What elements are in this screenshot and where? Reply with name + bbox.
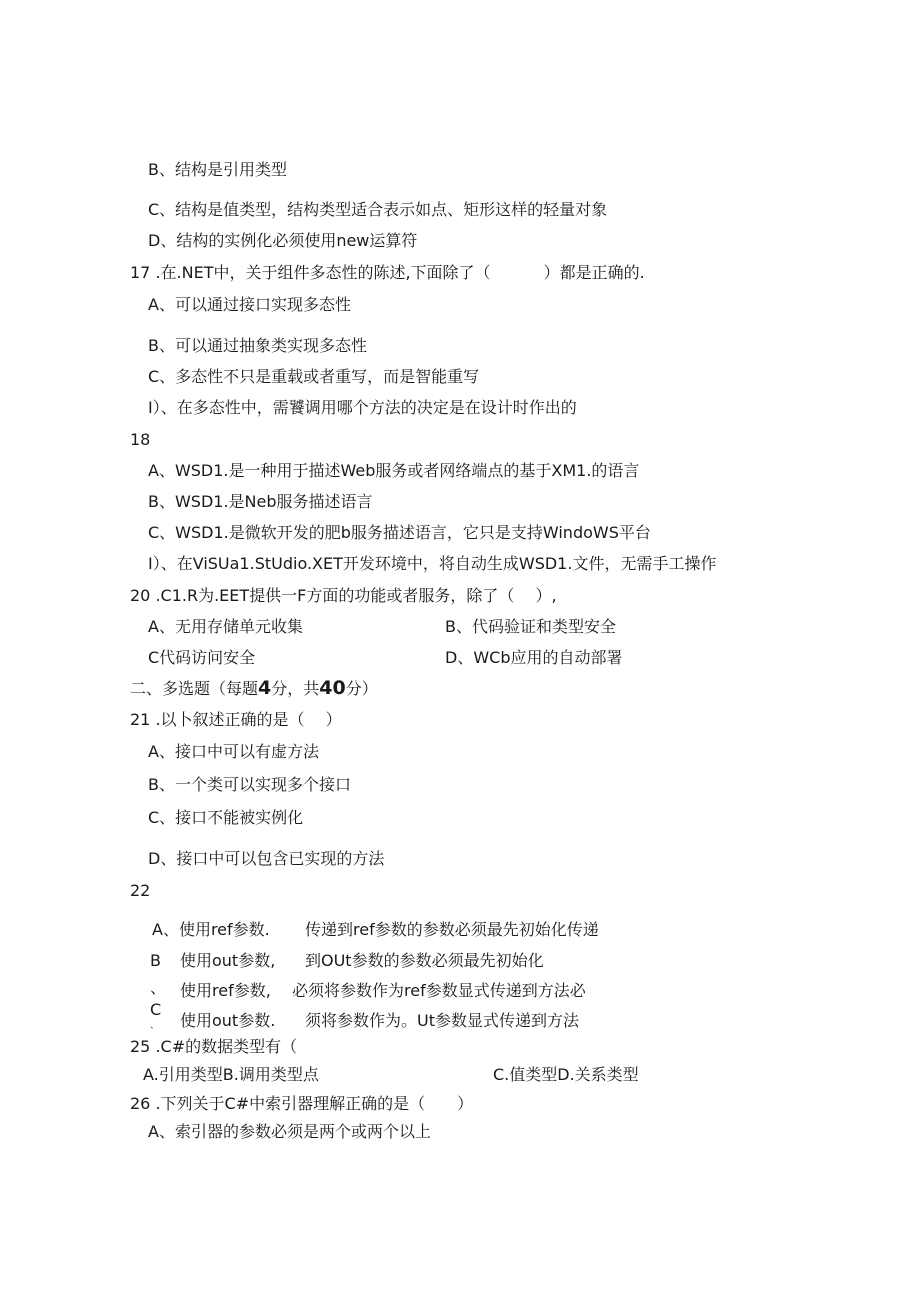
question-21: 21 .以卜叙述正确的是（ ） [130, 710, 342, 729]
q21-option-c: C、接口不能被实例化 [148, 808, 304, 827]
q20-option-a: A、无用存储单元收集 [148, 617, 303, 636]
q22-option-b-text: 到OUt参数的参数必须最先初始化 [305, 951, 544, 970]
q17-option-d: I）、在多态性中，需饕调用哪个方法的决定是在设计时作出的 [148, 398, 577, 417]
q18-option-b: B、WSD1.是Neb服务描述语言 [148, 492, 373, 511]
section-points-each: 4 [258, 677, 272, 699]
q20-option-b: B、代码验证和类型安全 [445, 617, 616, 636]
question-26: 26 .下列关于C#中索引器理解正确的是（ ） [130, 1094, 474, 1113]
q22-option-c-label: 使用ref参数, [180, 981, 271, 1000]
q22-option-c-text: 必须将参数作为ref参数显式传递到方法必 [292, 981, 586, 1000]
q25-options-cd: C.值类型D.关系类型 [493, 1065, 639, 1084]
q18-option-a: A、WSD1.是一种用于描述Web服务或者网络端点的基于XM1.的语言 [148, 461, 640, 480]
q21-option-d: D、接口中可以包含已实现的方法 [148, 849, 385, 868]
section-heading-part1: 二、多选题（每题 [130, 679, 259, 698]
question-18: 18 [130, 430, 151, 449]
option-c-struct-value: C、结构是值类型，结构类型适合表示如点、矩形这样的轻量对象 [148, 200, 608, 219]
section-heading-part3: 分） [345, 679, 378, 698]
question-17: 17 .在.NET中，关于组件多态性的陈述,下面除了（ ）都是正确的. [130, 263, 645, 282]
q22-option-d-separator: 、 [150, 1021, 160, 1031]
q17-option-c: C、多态性不只是重载或者重写，而是智能重写 [148, 367, 480, 386]
option-d-struct-new: D、结构的实例化必须使用new运算符 [148, 231, 418, 250]
question-22: 22 [130, 881, 151, 900]
q22-option-a-text: 传递到ref参数的参数必须最先初始化传递 [305, 920, 599, 939]
section-heading-multiple-choice [130, 678, 378, 699]
q17-option-b: B、可以通过抽象类实现多态性 [148, 336, 367, 355]
q25-options-ab: A.引用类型B.调用类型点 [143, 1065, 319, 1084]
q20-option-c: C代码访问安全 [148, 648, 256, 667]
q22-option-b-label: 使用out参数, [180, 951, 276, 970]
section-heading-part2: 分，共 [271, 679, 320, 698]
q22-option-c-letter: C [150, 1000, 162, 1019]
q22-option-b-letter: B [150, 951, 161, 970]
q22-option-d-label: 使用out参数. [180, 1011, 276, 1030]
q18-option-c: C、WSD1.是微软开发的肥b服务描述语言，它只是支持WindoWS平台 [148, 523, 651, 542]
q21-option-b: B、一个类可以实现多个接口 [148, 775, 351, 794]
q22-option-c-separator: 、 [150, 978, 167, 997]
question-25: 25 .C#的数据类型有（ [130, 1037, 298, 1056]
question-20: 20 .C1.R为.EET提供一F方面的功能或者服务，除了（ ）, [130, 586, 557, 605]
q21-option-a: A、接口中可以有虚方法 [148, 742, 319, 761]
q18-option-d: I）、在ViSUa1.StUdio.XET开发环境中，将自动生成WSD1.文件，无需手工操作 [148, 554, 717, 573]
q17-option-a: A、可以通过接口实现多态性 [148, 295, 351, 314]
q20-option-d: D、WCb应用的自动部署 [445, 648, 623, 667]
q22-option-d-text: 须将参数作为。Ut参数显式传递到方法 [305, 1011, 579, 1030]
option-b-struct-reference: B、结构是引用类型 [148, 160, 287, 179]
q26-option-a: A、索引器的参数必须是两个或两个以上 [148, 1122, 431, 1141]
section-points-total: 40 [319, 677, 346, 699]
q22-option-a-label: A、使用ref参数. [152, 920, 270, 939]
